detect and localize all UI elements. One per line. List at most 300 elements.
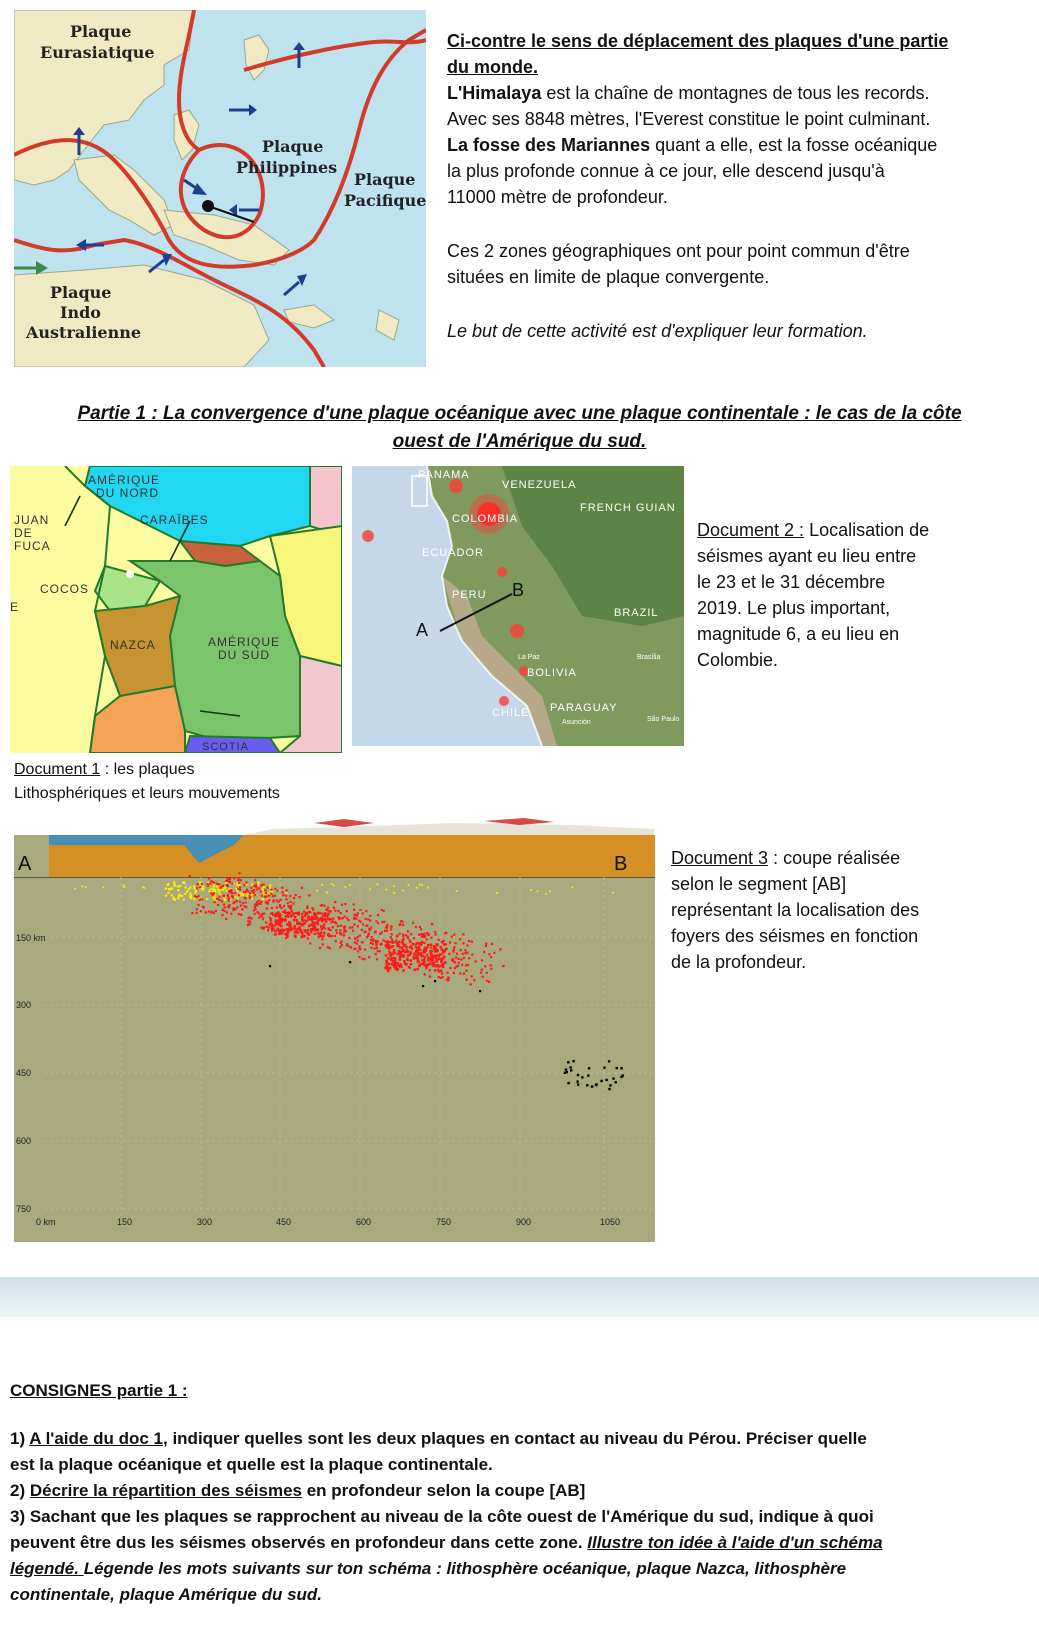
seismic-focus-dot	[572, 886, 574, 888]
seismic-focus-dot	[208, 877, 210, 879]
seismic-focus-dot	[245, 901, 247, 903]
seismic-focus-dot	[462, 953, 464, 955]
seismic-focus-dot	[325, 920, 328, 923]
seismic-focus-dot	[415, 926, 417, 928]
asia-pacific-plates-map	[14, 10, 426, 367]
seismic-focus-dot	[290, 928, 293, 931]
seismic-focus-dot	[464, 952, 466, 954]
seismic-focus-dot	[240, 905, 242, 907]
doc3-ytick-600: 600	[16, 1136, 32, 1146]
seismic-focus-dot	[459, 972, 461, 974]
seismic-focus-dot	[246, 881, 248, 883]
seismic-focus-dot	[399, 946, 402, 949]
seismic-focus-dot	[243, 905, 245, 907]
seismic-focus-dot	[331, 935, 333, 937]
seismic-focus-dot	[271, 912, 273, 914]
seismic-focus-dot	[449, 967, 451, 969]
seismic-focus-dot	[399, 933, 401, 935]
seismic-focus-dot	[365, 918, 367, 920]
seismic-focus-dot	[335, 922, 337, 924]
seismic-focus-dot	[184, 893, 186, 895]
seismic-focus-dot	[254, 906, 256, 908]
seismic-focus-dot	[331, 883, 333, 885]
seismic-focus-dot	[233, 907, 235, 909]
seismic-focus-dot	[490, 956, 492, 958]
seismic-focus-dot	[428, 934, 430, 936]
seismic-focus-dot	[234, 908, 236, 910]
seismic-focus-dot	[496, 892, 498, 894]
seismic-focus-dot	[313, 913, 316, 916]
seismic-focus-dot	[194, 895, 196, 897]
q3-line2-normal: peuvent être dus les séismes observés en profondeur dans cette zone.	[10, 1533, 588, 1552]
seismic-focus-dot	[354, 937, 356, 939]
seismic-focus-dot	[179, 894, 181, 896]
seismic-focus-dot	[391, 953, 394, 956]
doc2-caption-line4: 2019. Le plus important,	[697, 598, 891, 618]
seismic-focus-dot	[424, 942, 426, 944]
seismic-focus-dot	[203, 906, 205, 908]
seismic-focus-dot	[301, 916, 304, 919]
seismic-focus-dot	[303, 911, 305, 913]
doc2-label-la-paz: La Paz	[518, 654, 540, 661]
doc3-xtick-450: 450	[276, 1217, 292, 1227]
seismic-focus-dot	[344, 903, 346, 905]
seismic-focus-dot	[470, 983, 472, 985]
seismic-focus-dot	[213, 892, 215, 894]
seismic-focus-dot	[307, 937, 309, 939]
doc2-caption-line1-rest: Localisation de	[804, 520, 930, 540]
seismic-focus-dot	[261, 895, 263, 897]
q2-underlined: Décrire la répartition des séismes	[29, 1481, 302, 1500]
seismic-focus-dot	[339, 932, 341, 934]
doc2-label-brasilia: Brasília	[637, 654, 661, 661]
seismic-focus-dot	[227, 896, 229, 898]
seismic-focus-dot	[565, 1069, 567, 1071]
seismic-focus-dot	[484, 965, 486, 967]
seismic-focus-dot	[263, 912, 265, 914]
seismic-focus-dot	[373, 948, 375, 950]
seismic-focus-dot	[241, 908, 243, 910]
seismic-focus-dot	[298, 923, 301, 926]
seismic-focus-dot	[324, 912, 327, 915]
seismic-focus-dot	[427, 964, 430, 967]
seismic-focus-dot	[440, 970, 443, 973]
seismic-focus-dot	[413, 937, 415, 939]
seismic-focus-dot	[275, 913, 277, 915]
seismic-focus-dot	[197, 883, 199, 885]
seismic-focus-dot	[258, 912, 260, 914]
seismic-focus-dot	[240, 914, 242, 916]
seismic-focus-dot	[244, 897, 246, 899]
seismic-focus-dot	[223, 903, 225, 905]
seismic-focus-dot	[451, 936, 453, 938]
seismic-focus-dot	[274, 933, 277, 936]
seismic-focus-dot	[427, 887, 429, 889]
seismic-focus-dot	[454, 967, 456, 969]
seismic-focus-dot	[232, 909, 234, 911]
seismic-focus-dot	[439, 958, 442, 961]
seismic-focus-dot	[357, 940, 359, 942]
seismic-focus-dot	[186, 891, 188, 893]
doc1-plates-map	[10, 466, 342, 753]
seismic-focus-dot	[189, 886, 191, 888]
seismic-focus-dot	[435, 933, 437, 935]
seismic-focus-dot	[416, 968, 419, 971]
seismic-focus-dot	[603, 1067, 605, 1069]
seismic-focus-dot	[438, 976, 440, 978]
seismic-focus-dot	[256, 904, 258, 906]
seismic-focus-dot	[238, 894, 240, 896]
seismic-focus-dot	[227, 878, 229, 880]
seismic-focus-dot	[293, 902, 295, 904]
seismic-focus-dot	[258, 887, 260, 889]
seismic-focus-dot	[463, 973, 465, 975]
seismic-focus-dot	[365, 925, 367, 927]
seismic-focus-dot	[502, 965, 504, 967]
seismic-focus-dot	[271, 929, 274, 932]
seismic-focus-dot	[199, 899, 201, 901]
seismic-focus-dot	[256, 888, 258, 890]
doc3-label-b: B	[614, 853, 628, 875]
seismic-focus-dot	[362, 924, 364, 926]
seismic-focus-dot	[418, 934, 420, 936]
seismic-focus-dot	[295, 894, 297, 896]
seismic-focus-dot	[340, 912, 342, 914]
seismic-focus-dot	[406, 950, 409, 953]
doc3-ytick-750: 750	[16, 1204, 32, 1214]
seismic-focus-dot	[277, 912, 279, 914]
seismic-focus-dot	[403, 960, 406, 963]
seismic-focus-dot	[207, 883, 209, 885]
seismic-focus-dot	[409, 959, 412, 962]
seismic-focus-dot	[396, 942, 399, 945]
seismic-focus-dot	[250, 917, 252, 919]
seismic-focus-dot	[376, 958, 378, 960]
seismic-focus-dot	[493, 952, 495, 954]
seismic-focus-dot	[343, 934, 345, 936]
seismic-focus-dot	[208, 910, 210, 912]
seismic-focus-dot	[377, 884, 379, 886]
seismic-focus-dot	[213, 912, 215, 914]
doc1-label-south-america-1: AMÉRIQUE	[208, 635, 281, 649]
seismic-focus-dot	[288, 921, 291, 924]
seismic-focus-dot	[269, 965, 271, 967]
seismic-focus-dot	[234, 896, 236, 898]
seismic-focus-dot	[290, 905, 292, 907]
seismic-focus-dot	[301, 920, 303, 922]
seismic-focus-dot	[471, 941, 473, 943]
seismic-focus-dot	[246, 889, 248, 891]
seismic-focus-dot	[274, 895, 276, 897]
seismic-focus-dot	[608, 1060, 610, 1062]
seismic-focus-dot	[370, 942, 372, 944]
seismic-focus-dot	[265, 921, 267, 923]
seismic-focus-dot	[620, 1076, 622, 1078]
seismic-focus-dot	[284, 912, 286, 914]
seismic-focus-dot	[447, 979, 449, 981]
seismic-focus-dot	[229, 881, 231, 883]
seismic-focus-dot	[330, 910, 332, 912]
seismic-focus-dot	[237, 884, 239, 886]
consignes-q3-line4: continentale, plaque Amérique du sud.	[10, 1585, 323, 1604]
seismic-focus-dot	[368, 933, 370, 935]
seismic-focus-dot	[385, 954, 387, 956]
seismic-focus-dot	[407, 954, 410, 957]
seismic-focus-dot	[342, 917, 344, 919]
seismic-focus-dot	[234, 892, 236, 894]
doc2-point-a: A	[416, 620, 429, 640]
seismic-focus-dot	[383, 910, 385, 912]
doc1-label-caraibes: CARAÏBES	[140, 513, 209, 527]
seismic-focus-dot	[419, 949, 421, 951]
doc1-caption	[14, 758, 354, 806]
seismic-focus-dot	[354, 948, 356, 950]
seismic-focus-dot	[310, 931, 313, 934]
seismic-focus-dot	[424, 947, 427, 950]
seismic-focus-dot	[402, 934, 404, 936]
seismic-focus-dot	[466, 944, 468, 946]
seismic-focus-dot	[357, 912, 359, 914]
seismic-focus-dot	[365, 931, 367, 933]
seismic-focus-dot	[452, 951, 454, 953]
seismic-focus-dot	[301, 913, 304, 916]
seismic-focus-dot	[177, 897, 179, 899]
seismic-focus-dot	[226, 911, 228, 913]
seismic-focus-dot	[227, 894, 229, 896]
seismic-focus-dot	[286, 935, 289, 938]
intro-mariannes-line3: 11000 mètre de profondeur.	[447, 187, 668, 207]
seismic-focus-dot	[168, 888, 170, 890]
seismic-focus-dot	[440, 961, 443, 964]
seismic-focus-dot	[266, 896, 268, 898]
seismic-focus-dot	[357, 936, 359, 938]
seismic-focus-dot	[168, 883, 170, 885]
seismic-focus-dot	[270, 925, 273, 928]
seismic-focus-dot	[258, 882, 260, 884]
consignes-q1-line2: est la plaque océanique et quelle est la plaque continentale.	[10, 1455, 493, 1474]
doc1-label-north-america-2: DU NORD	[96, 486, 159, 500]
seismic-focus-dot	[390, 936, 392, 938]
seismic-focus-dot	[595, 1084, 597, 1086]
seismic-focus-dot	[237, 888, 239, 890]
seismic-focus-dot	[393, 892, 395, 894]
doc2-label-chile: CHILE	[492, 707, 530, 719]
seismic-focus-dot	[381, 921, 383, 923]
seismic-focus-dot	[432, 956, 435, 959]
doc1-label-e: E	[10, 600, 19, 614]
seismic-focus-dot	[391, 963, 394, 966]
seismic-focus-dot	[381, 931, 383, 933]
page-break-band	[0, 1277, 1039, 1317]
seismic-focus-dot	[396, 935, 398, 937]
seismic-focus-dot	[308, 925, 311, 928]
seismic-focus-dot	[353, 923, 355, 925]
seismic-focus-dot	[435, 949, 438, 952]
seismic-focus-dot	[311, 917, 314, 920]
doc3-caption-line3: représentant la localisation des	[671, 900, 920, 920]
seismic-focus-dot	[295, 919, 298, 922]
seismic-focus-dot	[376, 947, 378, 949]
seismic-focus-dot	[321, 904, 323, 906]
seismic-focus-dot	[416, 957, 419, 960]
seismic-focus-dot	[254, 908, 256, 910]
seismic-focus-dot	[281, 918, 284, 921]
doc1-label-juan-3: FUCA	[14, 539, 51, 553]
label-plaque-indo-2: Indo	[60, 303, 101, 322]
seismic-focus-dot	[261, 884, 263, 886]
seismic-focus-dot	[181, 895, 183, 897]
seismic-focus-dot	[346, 917, 348, 919]
seismic-focus-dot	[171, 894, 173, 896]
intro-mariannes	[447, 132, 1027, 158]
seismic-focus-dot	[483, 951, 485, 953]
seismic-focus-dot	[295, 912, 297, 914]
seismic-focus-dot	[418, 965, 421, 968]
seismic-focus-dot	[258, 899, 260, 901]
seismic-focus-dot	[391, 933, 393, 935]
seismic-focus-dot	[185, 887, 187, 889]
seismic-focus-dot	[605, 1079, 607, 1081]
seismic-focus-dot	[196, 887, 198, 889]
seismic-focus-dot	[290, 901, 292, 903]
seismic-focus-dot	[577, 1083, 579, 1085]
seismic-focus-dot	[332, 918, 334, 920]
seismic-focus-dot	[254, 894, 256, 896]
doc2-caption-line5: magnitude 6, a eu lieu en	[697, 624, 900, 644]
seismic-focus-dot	[457, 965, 459, 967]
seismic-focus-dot	[210, 911, 212, 913]
seismic-focus-dot	[407, 930, 409, 932]
seismic-focus-dot	[425, 949, 428, 952]
seismic-focus-dot	[369, 929, 371, 931]
seismic-focus-dot	[397, 962, 400, 965]
seismic-focus-dot	[165, 888, 167, 890]
seismic-focus-dot	[337, 925, 339, 927]
seismic-focus-dot	[262, 918, 264, 920]
doc1-caption-line1-rest: : les plaques	[100, 761, 195, 778]
seismic-focus-dot	[193, 898, 195, 900]
seismic-focus-dot	[210, 888, 212, 890]
seismic-focus-dot	[231, 883, 233, 885]
seismic-focus-dot	[442, 976, 444, 978]
seismic-focus-dot	[380, 943, 382, 945]
seismic-focus-dot	[430, 947, 432, 949]
seismic-focus-dot	[370, 939, 372, 941]
seismic-focus-dot	[460, 959, 462, 961]
seismic-focus-dot	[214, 901, 216, 903]
q2-number: 2)	[10, 1481, 30, 1500]
seismic-focus-dot	[229, 879, 231, 881]
seismic-focus-dot	[280, 907, 282, 909]
seismic-focus-dot	[418, 942, 421, 945]
seismic-focus-dot	[443, 956, 446, 959]
seismic-focus-dot	[259, 914, 261, 916]
seismic-focus-dot	[232, 895, 234, 897]
seismic-focus-dot	[291, 910, 293, 912]
seismic-focus-dot	[440, 948, 443, 951]
seismic-focus-dot	[269, 884, 271, 886]
seismic-focus-dot	[278, 915, 281, 918]
seismic-focus-dot	[285, 895, 287, 897]
doc1-label-scotia: SCOTIA	[202, 741, 249, 753]
seismic-focus-dot	[422, 985, 424, 987]
seismic-focus-dot	[392, 945, 395, 948]
seismic-focus-dot	[393, 951, 396, 954]
seismic-focus-dot	[230, 913, 232, 915]
seismic-focus-dot	[387, 970, 390, 973]
seismic-focus-dot	[384, 967, 387, 970]
consignes-q3-line2	[10, 1530, 1030, 1556]
seismic-focus-dot	[430, 937, 432, 939]
seismic-focus-dot	[233, 902, 235, 904]
seismic-focus-dot	[267, 929, 269, 931]
seismic-focus-dot	[375, 941, 377, 943]
seismic-focus-dot	[217, 889, 219, 891]
seismic-focus-dot	[440, 977, 442, 979]
seismic-focus-dot	[421, 884, 423, 886]
seismic-focus-dot	[292, 912, 295, 915]
doc3-caption-line4: foyers des séismes en fonction	[671, 926, 919, 946]
seismic-focus-dot	[279, 923, 282, 926]
seismic-focus-dot	[287, 913, 290, 916]
seismic-focus-dot	[400, 955, 403, 958]
seismic-focus-dot	[453, 948, 455, 950]
seismic-focus-dot	[182, 881, 184, 883]
seismic-focus-dot	[196, 908, 198, 910]
seismic-focus-dot	[336, 932, 338, 934]
seismic-focus-dot	[191, 912, 193, 914]
seismic-focus-dot	[334, 910, 336, 912]
seismic-focus-dot	[620, 1067, 622, 1069]
seismic-focus-dot	[327, 946, 329, 948]
seismic-focus-dot	[218, 899, 220, 901]
seismic-focus-dot	[441, 964, 444, 967]
seismic-focus-dot	[286, 892, 288, 894]
seismic-focus-dot	[224, 907, 226, 909]
seismic-focus-dot	[343, 931, 345, 933]
seismic-focus-dot	[466, 979, 468, 981]
seismic-focus-dot	[319, 947, 321, 949]
doc2-label-venezuela: VENEZUELA	[502, 479, 577, 491]
seismic-focus-dot	[197, 904, 199, 906]
seismic-focus-dot	[375, 945, 377, 947]
seismic-focus-dot	[359, 935, 361, 937]
seismic-focus-dot	[387, 957, 390, 960]
seismic-focus-dot	[355, 918, 357, 920]
part1-heading-line2: ouest de l'Amérique du sud.	[392, 431, 647, 452]
seismic-focus-dot	[283, 905, 285, 907]
seismic-focus-dot	[294, 916, 297, 919]
seismic-focus-dot	[566, 1071, 568, 1073]
seismic-focus-dot	[226, 884, 228, 886]
seismic-focus-dot	[480, 972, 482, 974]
seismic-focus-dot	[268, 893, 270, 895]
seismic-focus-dot	[410, 963, 413, 966]
seismic-focus-dot	[459, 938, 461, 940]
seismic-focus-dot	[190, 894, 192, 896]
seismic-focus-dot	[390, 928, 392, 930]
doc2-caption-line3: le 23 et le 31 décembre	[697, 572, 886, 592]
seismic-focus-dot	[402, 940, 404, 942]
seismic-focus-dot	[429, 969, 431, 971]
seismic-focus-dot	[325, 915, 328, 918]
seismic-focus-dot	[210, 892, 212, 894]
seismic-focus-dot	[227, 905, 229, 907]
seismic-focus-dot	[282, 894, 284, 896]
seismic-focus-dot	[430, 959, 433, 962]
seismic-focus-dot	[615, 1081, 617, 1083]
doc2-label-paraguay: PARAGUAY	[550, 702, 618, 714]
